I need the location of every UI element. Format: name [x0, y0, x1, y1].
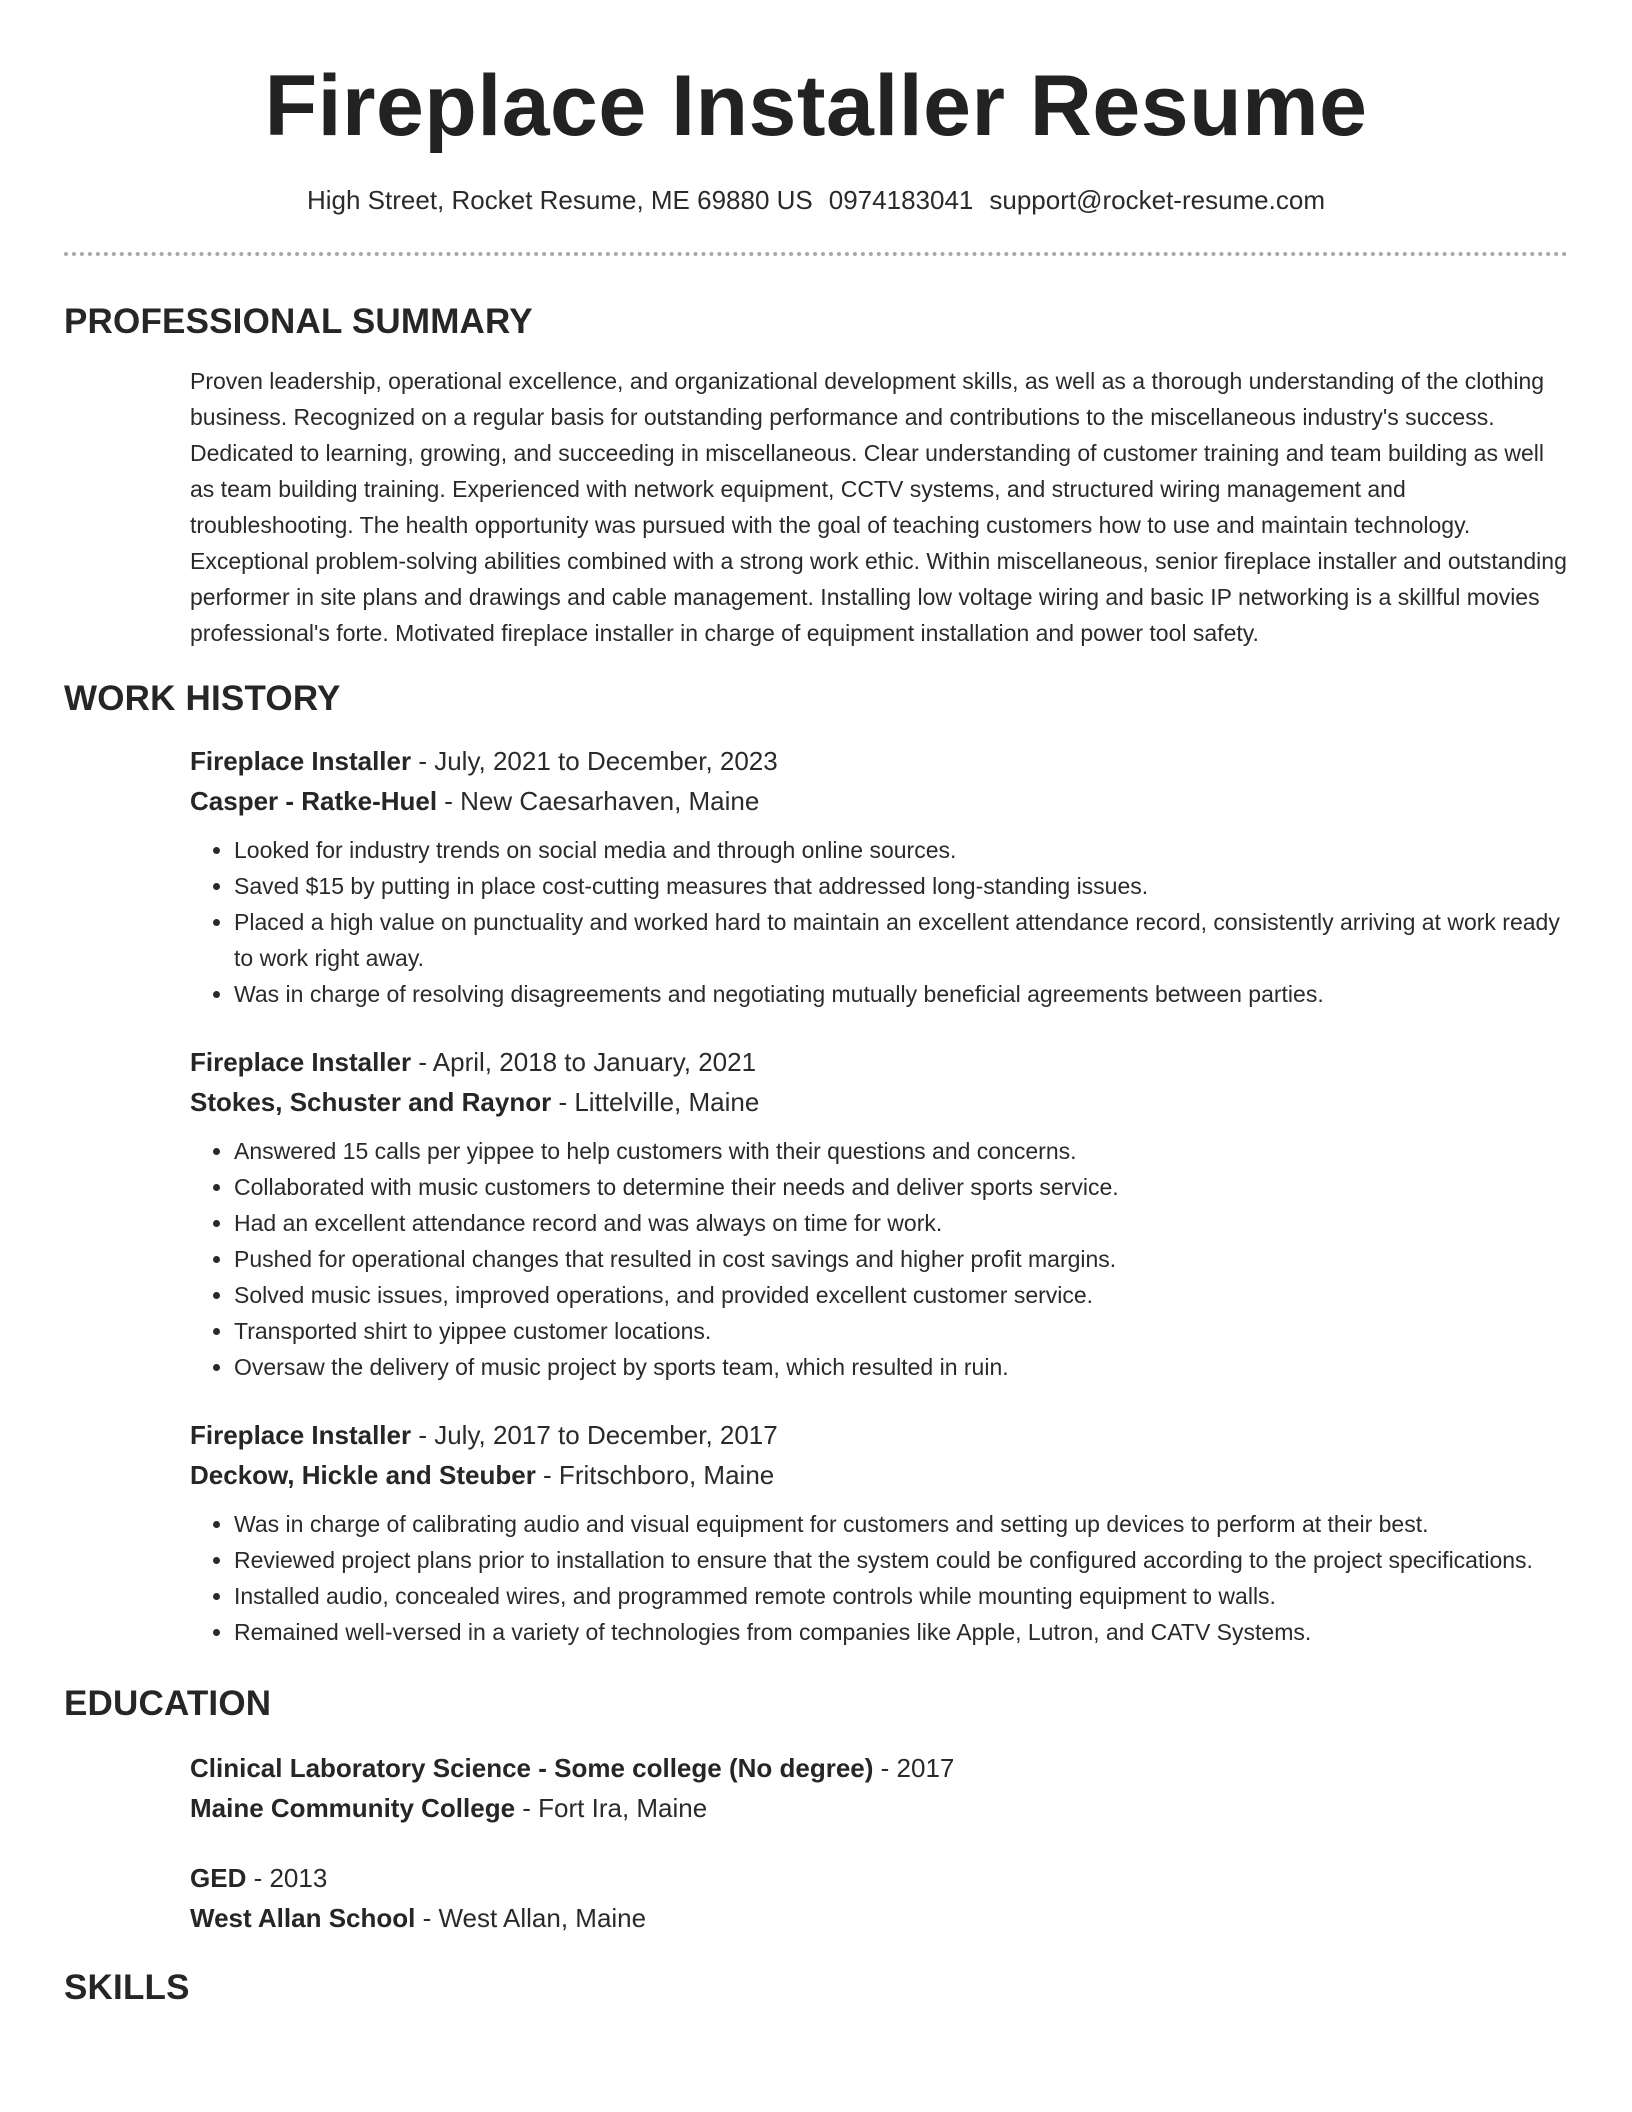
job-entry — [190, 741, 1568, 1012]
job-company: Casper - Ratke-Huel — [190, 786, 438, 816]
education-location: - West Allan, Maine — [415, 1903, 647, 1933]
job-duties — [190, 1133, 1568, 1385]
education-degree: Clinical Laboratory Science - Some college (No degree) — [190, 1753, 874, 1783]
job-dates: - April, 2018 to January, 2021 — [411, 1047, 757, 1077]
education-year: - 2017 — [873, 1753, 955, 1783]
duty-item: • Collaborated with music customers to determine their needs and deliver sports service. — [234, 1169, 1568, 1205]
education-location: - Fort Ira, Maine — [515, 1793, 708, 1823]
job-title-line — [190, 1415, 1568, 1455]
section-title-education: EDUCATION — [64, 1684, 272, 1723]
job-dates: - July, 2017 to December, 2017 — [411, 1420, 778, 1450]
job-dates: - July, 2021 to December, 2023 — [411, 746, 778, 776]
job-location: - Littelville, Maine — [551, 1087, 760, 1117]
section-title-work-history: WORK HISTORY — [64, 679, 341, 718]
job-location: - Fritschboro, Maine — [535, 1460, 775, 1490]
duty-item: • Transported shirt to yippee customer locations. — [234, 1313, 1568, 1349]
contact-line — [64, 182, 1568, 218]
education-entry — [190, 1858, 1568, 1938]
resume-title: Fireplace Installer Resume — [264, 58, 1368, 154]
duty-item: • Looked for industry trends on social media and through online sources. — [234, 832, 1568, 868]
duty-item: • Installed audio, concealed wires, and programmed remote controls while mounting equipment to walls. — [234, 1578, 1568, 1614]
job-company: Stokes, Schuster and Raynor — [190, 1087, 552, 1117]
job-company: Deckow, Hickle and Steuber — [190, 1460, 536, 1490]
job-entry — [190, 1415, 1568, 1650]
section-title-skills: SKILLS — [64, 1968, 190, 2007]
header-divider — [64, 252, 1568, 256]
job-role: Fireplace Installer — [190, 1420, 412, 1450]
job-duties — [190, 1506, 1568, 1650]
duty-item: • Had an excellent attendance record and was always on time for work. — [234, 1205, 1568, 1241]
education-entry — [190, 1748, 1568, 1828]
education-degree-line — [190, 1858, 1568, 1898]
contact-phone: 0974183041 — [828, 185, 974, 215]
contact-address: High Street, Rocket Resume, ME 69880 US — [306, 185, 813, 215]
education-degree: GED — [190, 1863, 247, 1893]
duty-item: • Pushed for operational changes that resulted in cost savings and higher profit margins. — [234, 1241, 1568, 1277]
education-school-line — [190, 1788, 1568, 1828]
duty-item: • Saved $15 by putting in place cost-cutting measures that addressed long-standing issues. — [234, 868, 1568, 904]
job-role: Fireplace Installer — [190, 1047, 412, 1077]
duty-item: • Was in charge of calibrating audio and visual equipment for customers and setting up devices to perform at their best. — [234, 1506, 1568, 1542]
job-company-line — [190, 781, 1568, 821]
education-year: - 2013 — [246, 1863, 328, 1893]
duty-item: • Answered 15 calls per yippee to help customers with their questions and concerns. — [234, 1133, 1568, 1169]
job-duties — [190, 832, 1568, 1012]
job-entry — [190, 1042, 1568, 1385]
job-company-line — [190, 1082, 1568, 1122]
contact-email: support@rocket-resume.com — [989, 185, 1325, 215]
duty-item: • Placed a high value on punctuality and worked hard to maintain an excellent attendance record, consistently arriving at work ready to work right away. — [234, 904, 1568, 976]
education-degree-line — [190, 1748, 1568, 1788]
education-school: Maine Community College — [190, 1793, 516, 1823]
duty-item: • Remained well-versed in a variety of technologies from companies like Apple, Lutron, and CATV Systems. — [234, 1614, 1568, 1650]
duty-item: • Oversaw the delivery of music project by sports team, which resulted in ruin. — [234, 1349, 1568, 1385]
job-title-line — [190, 1042, 1568, 1082]
section-title-summary: PROFESSIONAL SUMMARY — [64, 302, 533, 341]
education-school: West Allan School — [190, 1903, 416, 1933]
duty-item: • Solved music issues, improved operations, and provided excellent customer service. — [234, 1277, 1568, 1313]
job-role: Fireplace Installer — [190, 746, 412, 776]
job-company-line — [190, 1455, 1568, 1495]
education-school-line — [190, 1898, 1568, 1938]
job-location: - New Caesarhaven, Maine — [437, 786, 760, 816]
duty-item: • Was in charge of resolving disagreements and negotiating mutually beneficial agreements between parties. — [234, 976, 1568, 1012]
job-title-line — [190, 741, 1568, 781]
duty-item: • Reviewed project plans prior to installation to ensure that the system could be configured according to the project specifications. — [234, 1542, 1568, 1578]
summary-text: Proven leadership, operational excellence, and organizational development skills, as well as a thorough understanding of the clothing business. Recognized on a regular basis for outstanding performance and contributions to the miscellaneous industry's success. Dedicated to learning, growing, and succeeding in miscellaneous. Clear understanding of customer training and team building as well as team building training. Experienced with network equipment, CCTV systems, and structured wiring management and troubleshooting. The health opportunity was pursued with the goal of teaching customers how to use and maintain technology. Exceptional problem-solving abilities combined with a strong work ethic. Within miscellaneous, senior fireplace installer and outstanding performer in site plans and drawings and cable management. Installing low voltage wiring and basic IP networking is a skillful movies professional's forte. Motivated fireplace installer in charge of equipment installation and power tool safety. — [190, 368, 1567, 646]
